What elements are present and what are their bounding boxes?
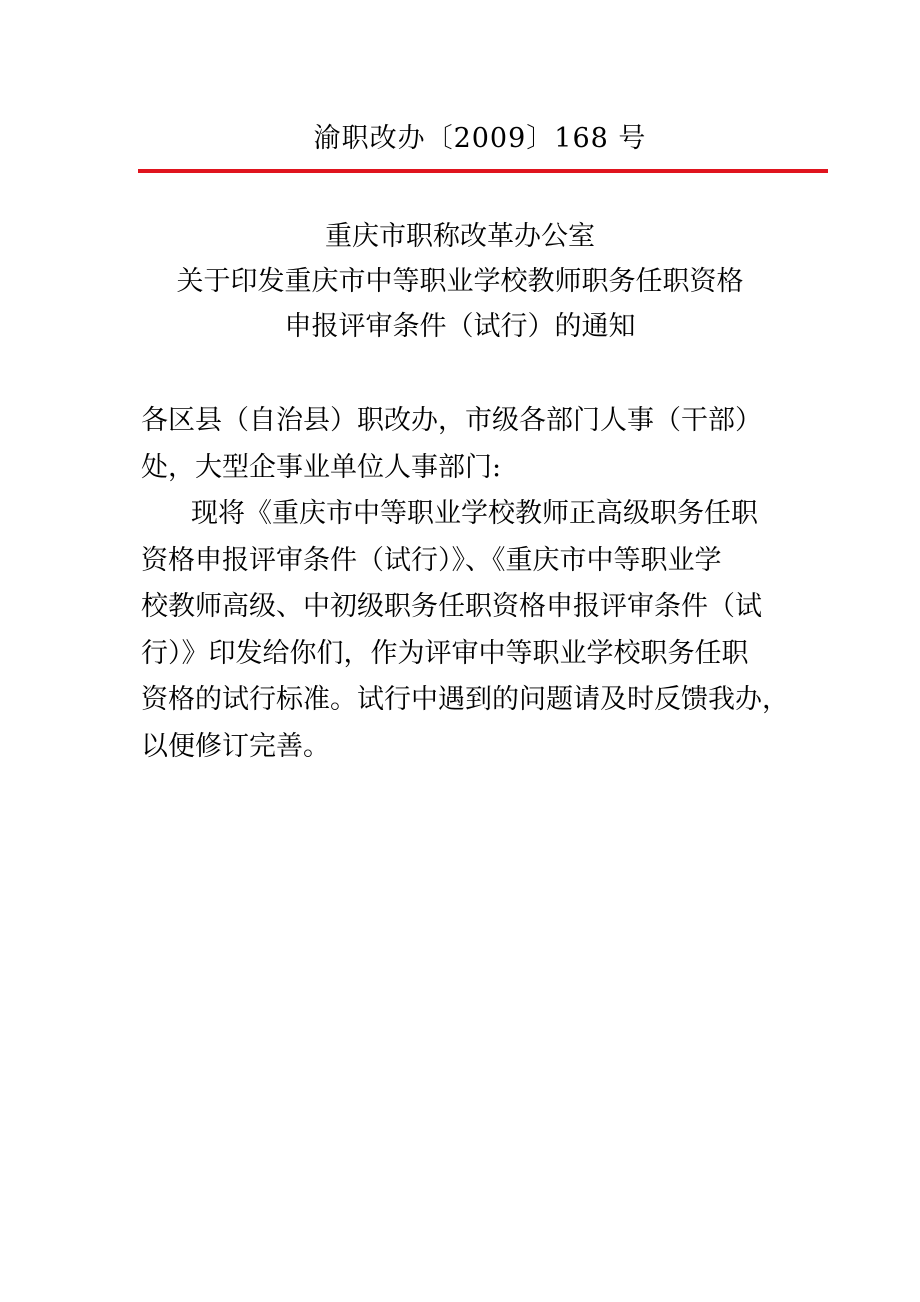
title-line-subject-end: 申报评审条件（试行）的通知 — [284, 311, 636, 342]
body-line-paragraph-end: 以便修订完善。 — [141, 730, 330, 762]
body-line-paragraph-start: 现将《重庆市中等职业学校教师正高级职务任职 — [191, 498, 758, 529]
body-line: 资格申报评审条件（试行）》、《重庆市中等职业学 — [141, 544, 722, 576]
body-line-recipients: 各区县（自治县）职改办，市级各部门人事（干部） — [141, 405, 762, 436]
body-line: 校教师高级、中初级职务任职资格申报评审条件（试 — [141, 591, 762, 622]
document-body — [141, 398, 789, 770]
body-line: 资格的试行标准。试行中遇到的问题请及时反馈我办， — [141, 684, 789, 715]
document-number: 渝职改办〔2009〕168 号 — [313, 123, 647, 154]
title-line-subject: 关于印发重庆市中等职业学校教师职务任职资格 — [176, 266, 744, 297]
document-title — [0, 214, 920, 349]
body-line: 行）》印发给你们，作为评审中等职业学校职务任职 — [141, 637, 749, 669]
red-header-rule — [138, 169, 828, 173]
title-line-issuer: 重庆市职称改革办公室 — [325, 221, 595, 252]
body-line-recipients-cont: 处，大型企事业单位人事部门: — [141, 451, 502, 483]
